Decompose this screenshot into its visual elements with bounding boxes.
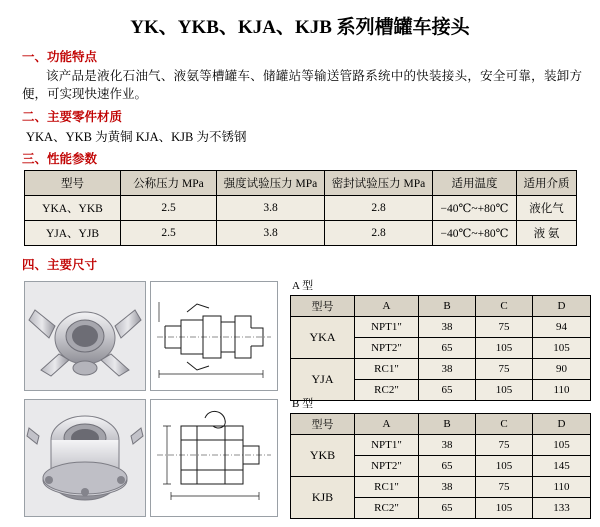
table-row <box>291 317 591 338</box>
cell-a: NPT2" <box>355 338 419 359</box>
cell-a: NPT1" <box>355 317 419 338</box>
cell-d: 94 <box>533 317 591 338</box>
cell-model: KJB <box>291 477 355 519</box>
section-heading-material: 二、主要零件材质 <box>22 110 123 125</box>
features-paragraph: 该产品是液化石油气、液氨等槽罐车、储罐站等输送管路系统中的快装接头，安全可靠，装卸方便，可实现快速作业。 <box>22 69 582 102</box>
product-drawing-a <box>150 281 278 391</box>
cell-d: 110 <box>533 477 591 498</box>
col-header-c: C <box>476 296 533 317</box>
cell-b: 38 <box>419 477 476 498</box>
cell-seal-pressure: 2.8 <box>325 221 433 246</box>
cell-b: 38 <box>419 435 476 456</box>
dimensions-block <box>0 277 600 527</box>
performance-table <box>24 170 577 246</box>
table-row <box>25 221 577 246</box>
section-heading-dimensions: 四、主要尺寸 <box>22 258 98 273</box>
section-heading-features: 一、功能特点 <box>22 50 98 64</box>
cell-d: 133 <box>533 498 591 519</box>
page-title: YK、YKB、KJA、KJB 系列槽罐车接头 <box>130 17 470 38</box>
cell-model: YJA、YJB <box>25 221 121 246</box>
cell-c: 105 <box>476 338 533 359</box>
cell-temperature: −40℃~+80℃ <box>433 196 517 221</box>
col-header-temperature: 适用温度 <box>433 171 517 196</box>
cell-a: NPT2" <box>355 456 419 477</box>
cell-d: 90 <box>533 359 591 380</box>
cell-model: YJA <box>291 359 355 401</box>
cell-model: YKA、YKB <box>25 196 121 221</box>
dimension-table-a-label: A 型 <box>292 280 314 293</box>
material-text: YKA、YKB 为黄铜 KJA、KJB 为不锈钢 <box>26 130 247 145</box>
cell-b: 65 <box>419 456 476 477</box>
cell-model: YKA <box>291 317 355 359</box>
cell-d: 105 <box>533 338 591 359</box>
dimension-table-b <box>290 413 591 519</box>
cell-model: YKB <box>291 435 355 477</box>
cell-c: 75 <box>476 435 533 456</box>
product-drawing-b <box>150 399 278 517</box>
cell-strength-pressure: 3.8 <box>217 196 325 221</box>
col-header-nominal-pressure: 公称压力 MPa <box>121 171 217 196</box>
col-header-seal-pressure: 密封试验压力 MPa <box>325 171 433 196</box>
cell-nominal-pressure: 2.5 <box>121 221 217 246</box>
col-header-medium: 适用介质 <box>517 171 577 196</box>
cell-temperature: −40℃~+80℃ <box>433 221 517 246</box>
cell-strength-pressure: 3.8 <box>217 221 325 246</box>
cell-d: 145 <box>533 456 591 477</box>
section-heading-performance: 三、性能参数 <box>22 152 98 167</box>
dimension-table-a <box>290 295 591 401</box>
col-header-a: A <box>355 414 419 435</box>
cell-a: RC1" <box>355 359 419 380</box>
col-header-b: B <box>419 414 476 435</box>
cell-a: RC1" <box>355 477 419 498</box>
cell-c: 75 <box>476 359 533 380</box>
product-photo-a <box>24 281 146 391</box>
cell-a: NPT1" <box>355 435 419 456</box>
cell-d: 110 <box>533 380 591 401</box>
col-header-b: B <box>419 296 476 317</box>
table-row <box>291 359 591 380</box>
product-photo-b <box>24 399 146 517</box>
cell-medium: 液化气 <box>517 196 577 221</box>
dimension-table-b-label: B 型 <box>292 398 314 411</box>
cell-nominal-pressure: 2.5 <box>121 196 217 221</box>
col-header-c: C <box>476 414 533 435</box>
table-row <box>25 196 577 221</box>
table-row <box>291 435 591 456</box>
col-header-model: 型号 <box>291 414 355 435</box>
cell-c: 75 <box>476 317 533 338</box>
cell-b: 38 <box>419 317 476 338</box>
cell-b: 65 <box>419 380 476 401</box>
cell-seal-pressure: 2.8 <box>325 196 433 221</box>
cell-d: 105 <box>533 435 591 456</box>
cell-medium: 液 氨 <box>517 221 577 246</box>
col-header-model: 型号 <box>291 296 355 317</box>
cell-c: 105 <box>476 456 533 477</box>
cell-b: 38 <box>419 359 476 380</box>
col-header-d: D <box>533 414 591 435</box>
col-header-model: 型号 <box>25 171 121 196</box>
col-header-strength-pressure: 强度试验压力 MPa <box>217 171 325 196</box>
table-header-row <box>291 414 591 435</box>
cell-a: RC2" <box>355 380 419 401</box>
cell-b: 65 <box>419 498 476 519</box>
col-header-a: A <box>355 296 419 317</box>
cell-c: 75 <box>476 477 533 498</box>
cell-b: 65 <box>419 338 476 359</box>
dimension-table-b-block <box>290 395 590 519</box>
table-row <box>291 477 591 498</box>
table-header-row <box>25 171 577 196</box>
cell-c: 105 <box>476 498 533 519</box>
cell-c: 105 <box>476 380 533 401</box>
table-header-row <box>291 296 591 317</box>
dimension-table-a-block <box>290 277 590 401</box>
col-header-d: D <box>533 296 591 317</box>
cell-a: RC2" <box>355 498 419 519</box>
